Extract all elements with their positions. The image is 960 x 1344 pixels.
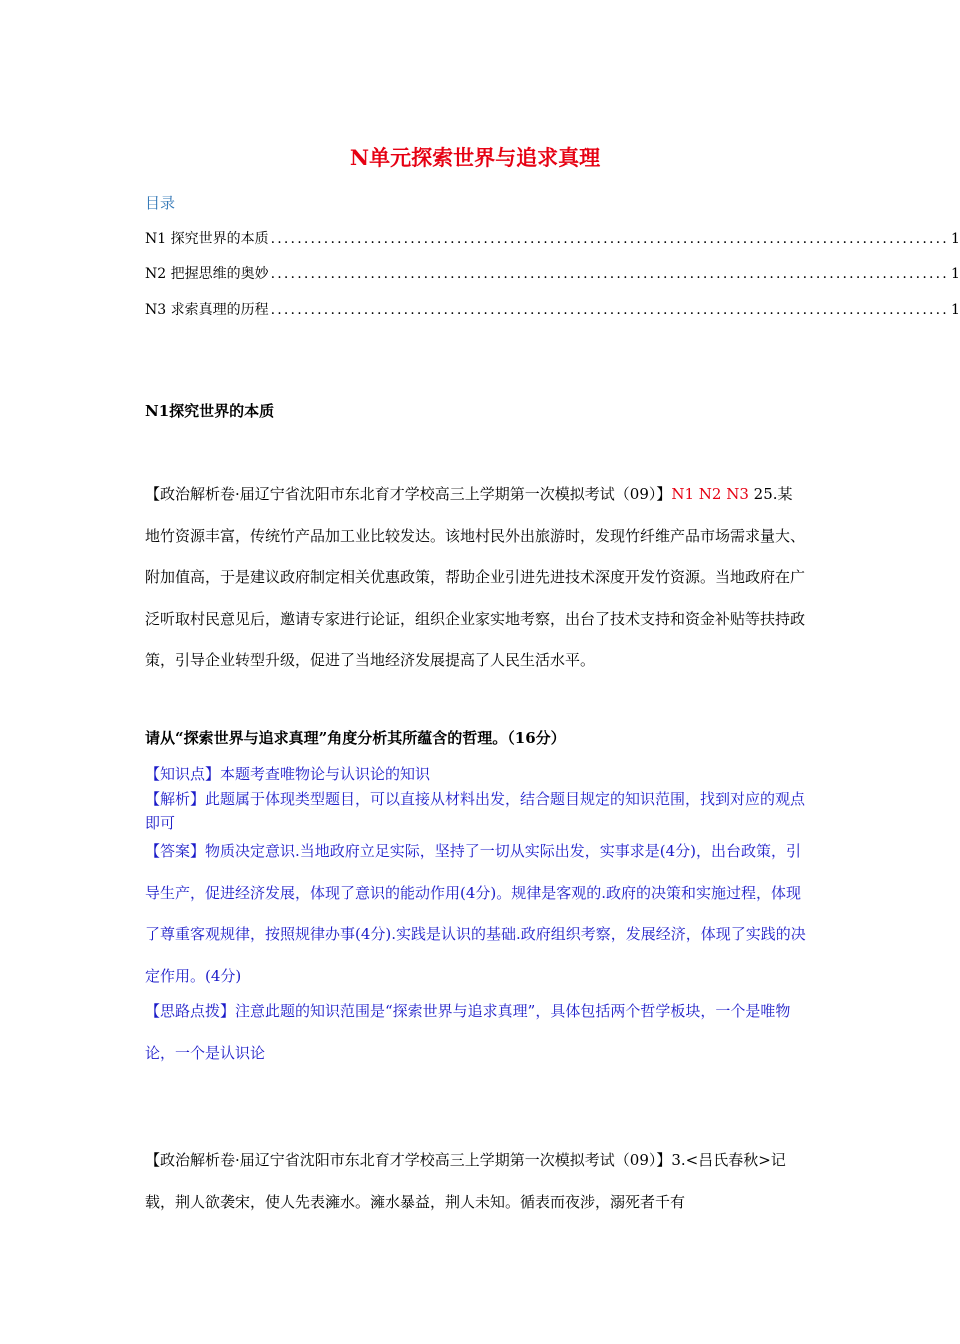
- answer: 【答案】物质决定意识.当地政府立足实际，坚持了一切从实际出发，实事求是(4分)，出台政策，引导生产，促进经济发展，体现了意识的能动作用(4分)。规律是客观的.政府的决策和实施过程，体现了尊重客观规律，按照规律办事(4分).实践是认识的基础.政府组织考察，发展经济，体现了实践的决定作用。(4分): [145, 842, 806, 985]
- toc-leader-dots: ......................................................................................................: [270, 266, 949, 282]
- question-1-prompt: 请从“探索世界与追求真理”角度分析其所蕴含的哲理。（16分）: [145, 729, 566, 747]
- toc-leader-dots: ......................................................................................................: [270, 231, 949, 247]
- document-title: N单元探索世界与追求真理: [349, 145, 601, 170]
- toc-entry-page: 1: [950, 266, 960, 282]
- toc-entry-page: 1: [950, 302, 960, 318]
- question-1-source: 【政治解析卷·届辽宁省沈阳市东北育才学校高三上学期第一次模拟考试（09）】: [145, 485, 672, 503]
- toc-entry[interactable]: [145, 228, 960, 250]
- toc-entry-page: 1: [950, 231, 960, 247]
- toc-heading: 目录: [145, 194, 176, 212]
- question-2-paragraph: 【政治解析卷·届辽宁省沈阳市东北育才学校高三上学期第一次模拟考试（09）】3.<吕氏春秋>记载，荆人欲袭宋，使人先表澭水。澭水暴益，荆人未知。循表而夜涉，溺死者千有: [145, 1151, 786, 1211]
- section-heading: N1探究世界的本质: [145, 402, 275, 420]
- solution-tips: 【思路点拨】注意此题的知识范围是“探索世界与追求真理”，具体包括两个哲学板块，一个是唯物论，一个是认识论: [145, 1002, 791, 1062]
- question-1-body: 25.某地竹资源丰富，传统竹产品加工业比较发达。该地村民外出旅游时，发现竹纤维产品市场需求量大、附加值高，于是建议政府制定相关优惠政策，帮助企业引进先进技术深度开发竹资源。当地政府在广泛听取村民意见后，邀请专家进行论证，组织企业家实地考察，出台了技术支持和资金补贴等扶持政策，引导企业转型升级，促进了当地经济发展提高了人民生活水平。: [145, 485, 806, 669]
- toc-entry-label: N3 求索真理的历程: [145, 302, 269, 318]
- knowledge-point: 【知识点】本题考查唯物论与认识论的知识: [145, 765, 431, 783]
- toc-entry[interactable]: [145, 263, 960, 285]
- toc-entry-label: N2 把握思维的奥妙: [145, 266, 269, 282]
- toc-entry-label: N1 探究世界的本质: [145, 231, 269, 247]
- analysis: 【解析】此题属于体现类型题目，可以直接从材料出发，结合题目规定的知识范围，找到对应的观点即可: [145, 790, 806, 832]
- toc-entry[interactable]: [145, 299, 960, 321]
- question-1-codes: N1 N2 N3: [671, 485, 749, 503]
- toc-leader-dots: ......................................................................................................: [270, 302, 949, 318]
- question-1-paragraph: [145, 474, 807, 682]
